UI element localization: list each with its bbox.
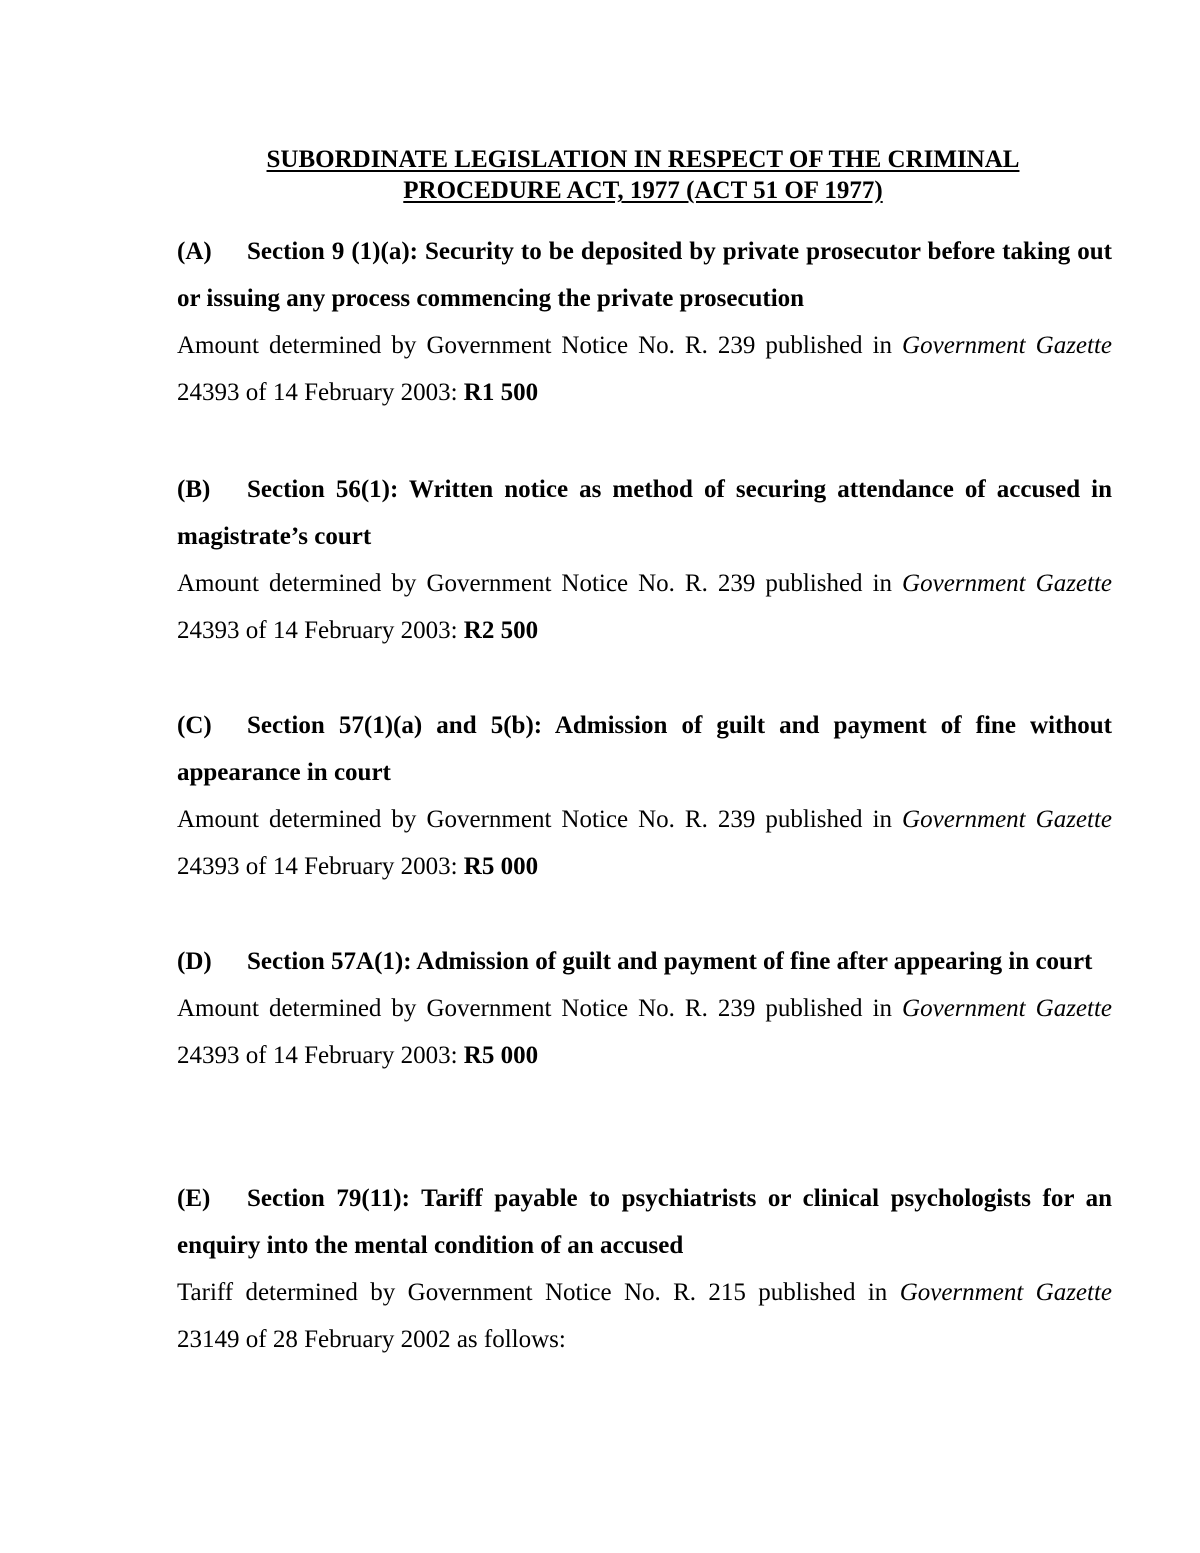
section-heading	[177, 702, 1112, 796]
section-letter: (E)	[177, 1185, 211, 1212]
gazette-word-2: Gazette	[1035, 806, 1113, 833]
section-heading-text: Section 79(11): Tariff payable to psychiatrists or clinical psychologists for an enquiry into the mental condition of an accused	[177, 1185, 1112, 1259]
amount: R2 500	[463, 617, 539, 644]
section-heading	[177, 466, 1112, 560]
section-heading-text: Section 57(1)(a) and 5(b): Admission of guilt and payment of fine without appearance in court	[177, 712, 1112, 786]
gazette-word-1: Government	[902, 570, 1026, 597]
body-prefix: Amount determined by Government Notice No. R. 239 published in	[177, 806, 903, 833]
section-letter: (B)	[177, 476, 211, 503]
section-e	[177, 1175, 1112, 1363]
section-letter: (D)	[177, 948, 212, 975]
section-body	[177, 1269, 1112, 1363]
section-a	[177, 228, 1112, 416]
section-heading-text: Section 56(1): Written notice as method of securing attendance of accused in magistrate’s court	[177, 476, 1112, 550]
body-suffix: 24393 of 14 February 2003:	[177, 379, 464, 406]
section-body	[177, 985, 1112, 1079]
body-suffix: 23149 of 28 February 2002 as follows:	[177, 1326, 566, 1353]
section-letter: (A)	[177, 238, 212, 265]
section-d	[177, 938, 1112, 1079]
body-suffix: 24393 of 14 February 2003:	[177, 617, 464, 644]
gazette-word-1: Government	[902, 995, 1026, 1022]
section-letter: (C)	[177, 712, 212, 739]
amount: R1 500	[463, 379, 539, 406]
document-title-line-1: SUBORDINATE LEGISLATION IN RESPECT OF THE CRIMINAL	[266, 146, 1020, 173]
section-heading-text: Section 9 (1)(a): Security to be deposited by private prosecutor before taking out or issuing any process commencing the private prosecution	[177, 238, 1112, 312]
section-heading	[177, 228, 1112, 322]
section-body	[177, 796, 1112, 890]
gazette-word-1: Government	[899, 1279, 1024, 1306]
section-c	[177, 702, 1112, 890]
section-heading-text: Section 57A(1): Admission of guilt and payment of fine after appearing in court	[247, 948, 1093, 975]
gazette-word-1: Government	[902, 806, 1026, 833]
section-body	[177, 560, 1112, 654]
body-prefix: Amount determined by Government Notice No. R. 239 published in	[177, 995, 903, 1022]
body-prefix: Tariff determined by Government Notice No. R. 215 published in	[177, 1279, 900, 1306]
section-heading	[177, 1175, 1112, 1269]
gazette-word-2: Gazette	[1035, 570, 1113, 597]
gazette-word-1: Government	[902, 332, 1026, 359]
body-prefix: Amount determined by Government Notice No. R. 239 published in	[177, 570, 903, 597]
gazette-word-2: Gazette	[1035, 332, 1113, 359]
section-heading	[177, 938, 1112, 985]
section-body	[177, 322, 1112, 416]
section-b	[177, 466, 1112, 654]
body-suffix: 24393 of 14 February 2003:	[177, 853, 464, 880]
gazette-word-2: Gazette	[1035, 995, 1113, 1022]
gazette-word-2: Gazette	[1035, 1279, 1113, 1306]
body-prefix: Amount determined by Government Notice No. R. 239 published in	[177, 332, 903, 359]
amount: R5 000	[463, 1042, 539, 1069]
body-suffix: 24393 of 14 February 2003:	[177, 1042, 464, 1069]
document-title-line-2: PROCEDURE ACT, 1977 (ACT 51 OF 1977)	[403, 177, 883, 204]
amount: R5 000	[463, 853, 539, 880]
